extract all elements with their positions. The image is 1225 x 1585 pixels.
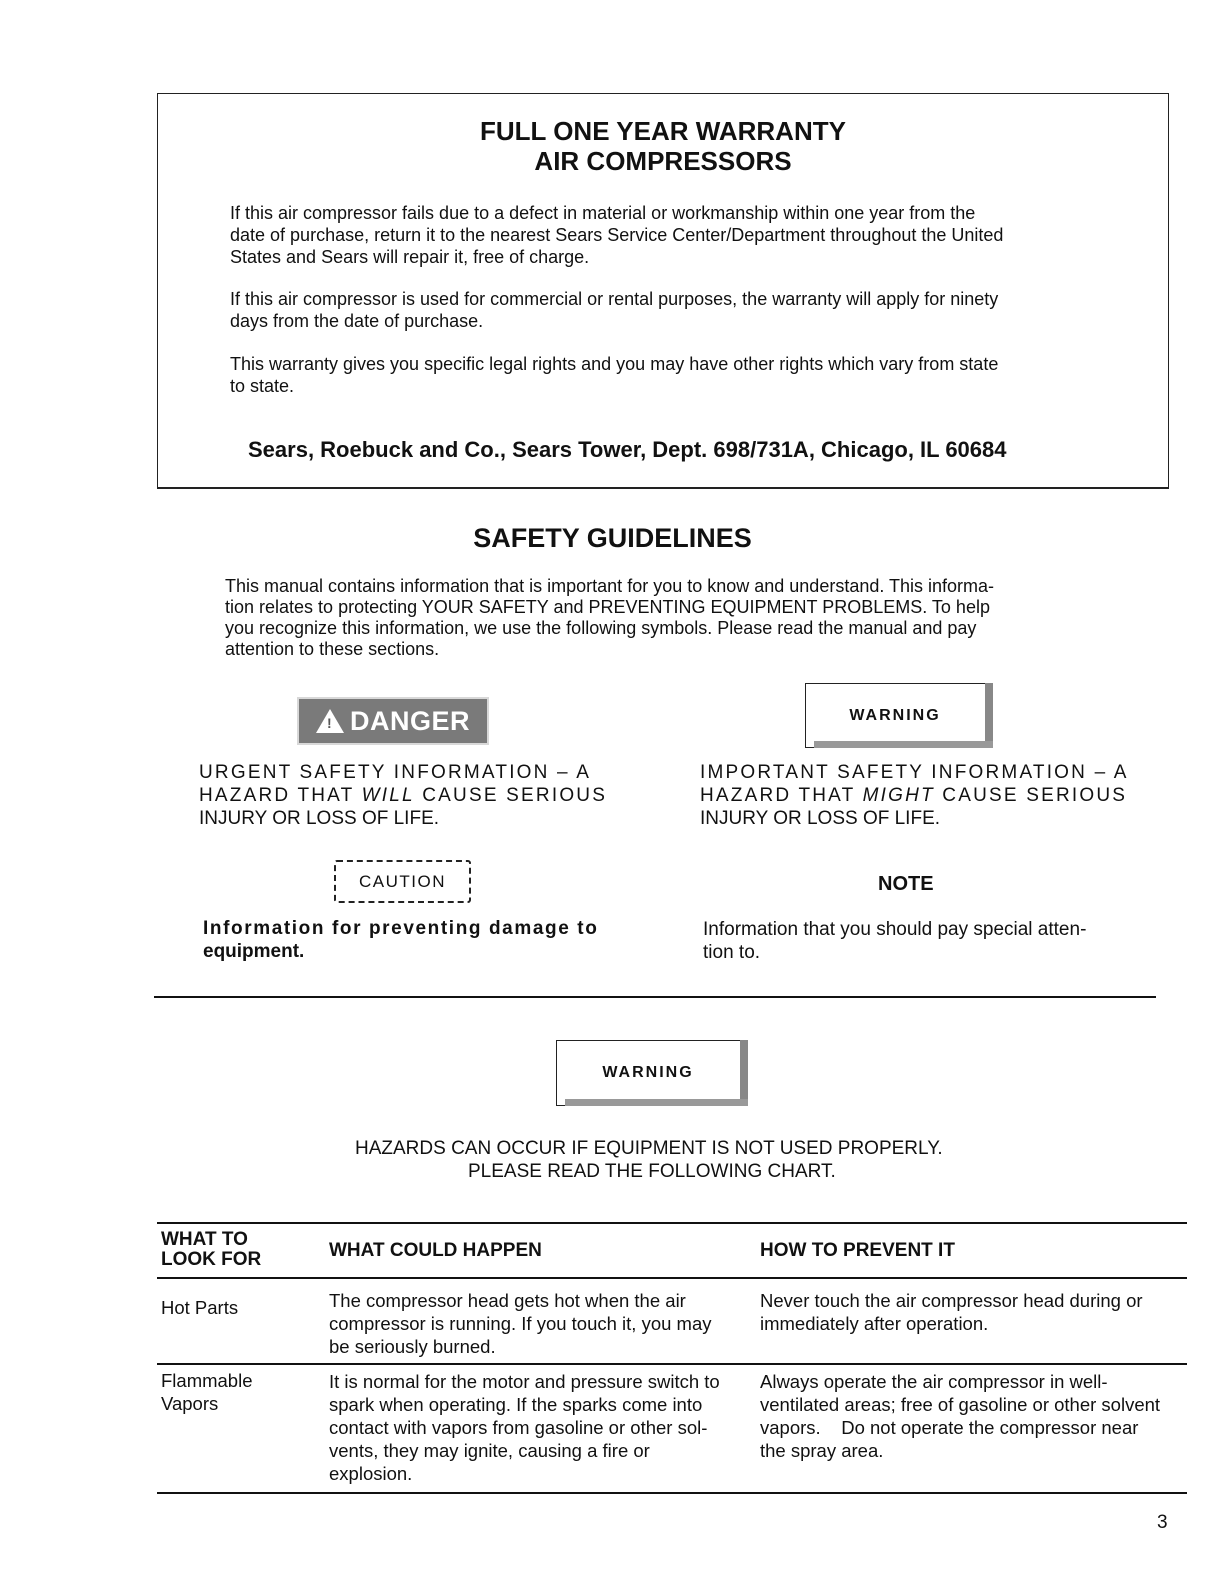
warranty-paragraph-2: If this air compressor is used for commercial or rental purposes, the warranty will apply for ninety days from the date of purchase.: [230, 289, 999, 331]
warranty-paragraph-3: This warranty gives you specific legal rights and you may have other rights which vary from state to state.: [230, 354, 999, 396]
table-top-rule: [157, 1222, 1187, 1224]
hazard-notice-line-1: HAZARDS CAN OCCUR IF EQUIPMENT IS NOT USED PROPERLY.: [355, 1138, 943, 1159]
caution-symbol: [334, 860, 471, 903]
caution-description: Information for preventing damage to equipment.: [203, 918, 599, 962]
column-header-look-for: WHAT TO LOOK FOR: [161, 1229, 262, 1270]
table-row-hot-parts-prevent: Never touch the air compressor head during or immediately after operation.: [760, 1290, 1143, 1334]
hazard-warning-label: WARNING: [602, 1064, 694, 1081]
table-row-hot-parts-look: Hot Parts: [161, 1297, 239, 1318]
warning-triangle-icon: !: [316, 709, 344, 733]
warning-label: WARNING: [849, 706, 941, 724]
note-description: Information that you should pay special atten- tion to.: [703, 919, 1087, 963]
warning-symbol: [805, 683, 993, 748]
safety-intro: This manual contains information that is important for you to know and understand. This informa- tion relates to protecting YOUR SAFETY and PREVENTING EQUIPMENT PROBLEMS. To help you recognize this information, we use the following symbols. Please read the manual and pay attention to these sections.: [225, 576, 995, 659]
warranty-paragraph-1: If this air compressor fails due to a defect in material or workmanship within one year from the date of purchase, return it to the nearest Sears Service Center/Department throughout the United States and Sears will repair it, free of charge.: [230, 203, 1004, 267]
danger-symbol: [297, 697, 489, 745]
section-divider: [154, 996, 1156, 998]
column-header-prevent: HOW TO PREVENT IT: [760, 1240, 955, 1261]
warranty-title: FULL ONE YEAR WARRANTY: [480, 116, 846, 146]
danger-description: URGENT SAFETY INFORMATION – A HAZARD THAT WILL CAUSE SERIOUS INJURY OR LOSS OF LIFE.: [199, 762, 608, 829]
hazard-warning-symbol: [556, 1040, 748, 1106]
table-row-hot-parts-happen: The compressor head gets hot when the air compressor is running. If you touch it, you may be seriously burned.: [329, 1290, 712, 1357]
danger-label: DANGER: [349, 705, 470, 736]
header-rule: [157, 1277, 1187, 1279]
column-header-could-happen: WHAT COULD HAPPEN: [329, 1240, 542, 1261]
warranty-box: [157, 93, 1169, 489]
table-row-flammable-happen: It is normal for the motor and pressure switch to spark when operating. If the sparks come into contact with vapors from gasoline or other sol- vents, they may ignite, causing a fire or explosion.: [329, 1371, 720, 1484]
note-label: NOTE: [878, 873, 934, 895]
warning-description: IMPORTANT SAFETY INFORMATION – A HAZARD THAT MIGHT CAUSE SERIOUS INJURY OR LOSS OF LIFE.: [700, 762, 1129, 829]
warranty-address: Sears, Roebuck and Co., Sears Tower, Dept. 698/731A, Chicago, IL 60684: [248, 437, 1007, 462]
page-number: 3: [1157, 1512, 1168, 1533]
table-row-flammable-prevent: Always operate the air compressor in well- ventilated areas; free of gasoline or other solvent vapors. Do not operate the compressor near the spray area.: [760, 1371, 1161, 1461]
table-bottom-rule: [157, 1492, 1187, 1494]
row-rule: [157, 1363, 1187, 1365]
table-row-flammable-look: Flammable Vapors: [161, 1370, 253, 1414]
warranty-subtitle: AIR COMPRESSORS: [534, 146, 792, 176]
caution-label: CAUTION: [359, 871, 446, 891]
safety-guidelines-title: SAFETY GUIDELINES: [473, 523, 752, 553]
hazard-notice-line-2: PLEASE READ THE FOLLOWING CHART.: [468, 1161, 836, 1182]
